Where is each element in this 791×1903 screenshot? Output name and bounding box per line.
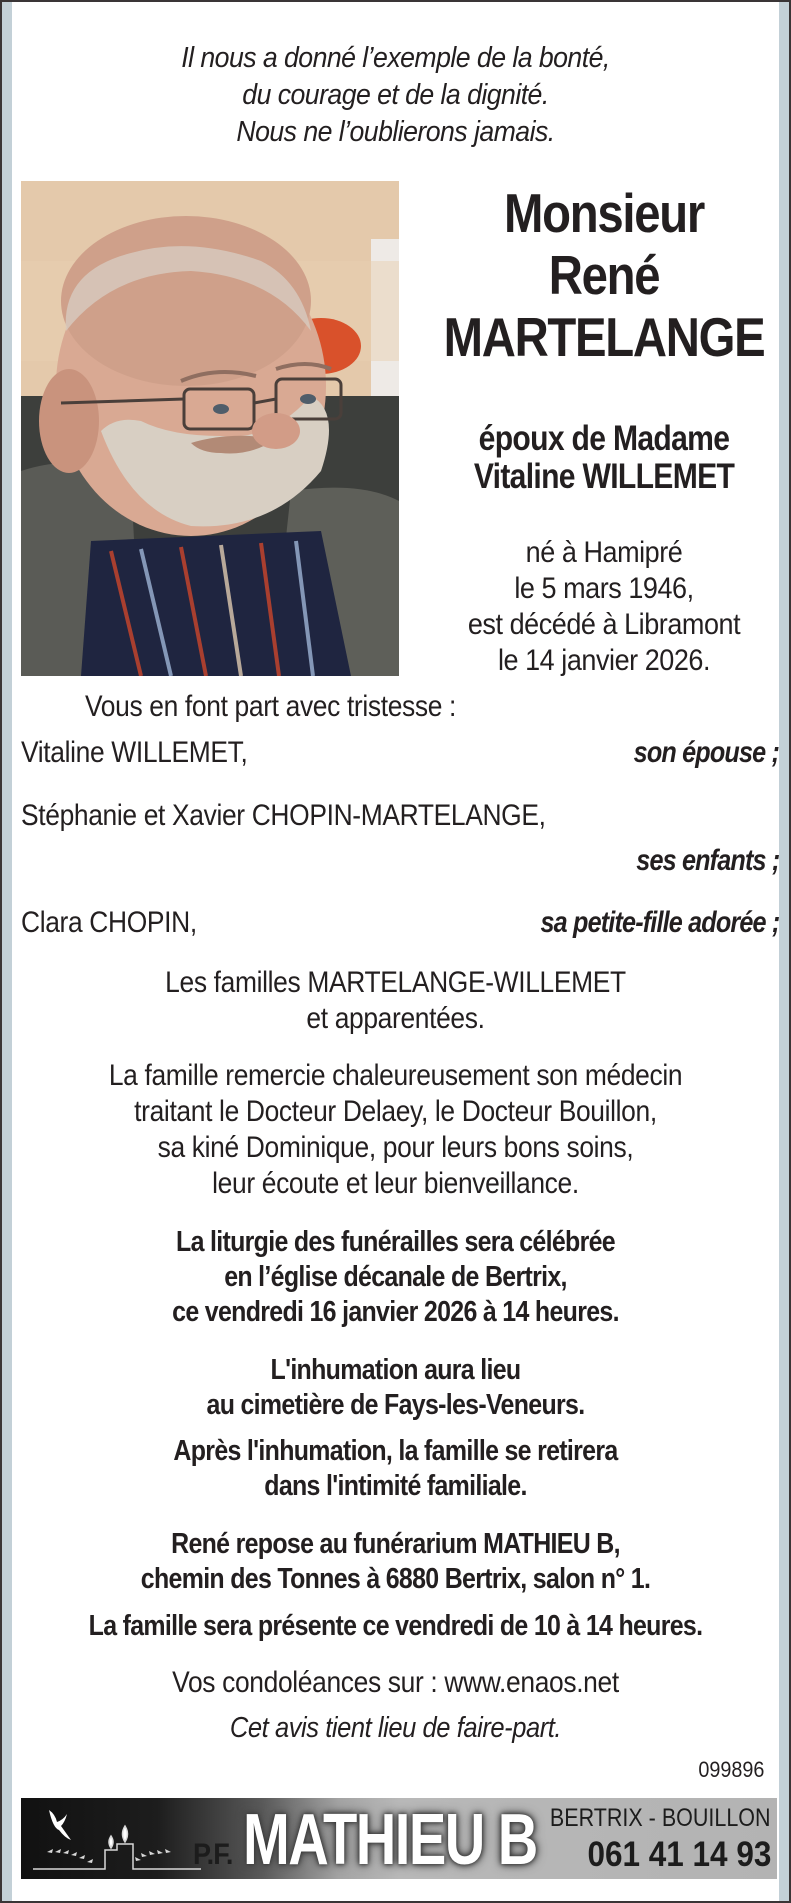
laurel-icon xyxy=(47,1849,171,1863)
extended-family-line: et apparentées. xyxy=(306,1002,485,1035)
after-burial-line: dans l'intimité familiale. xyxy=(264,1470,527,1502)
family-member xyxy=(21,903,779,943)
visiting-line: La famille sera présente ce vendredi de 10 à 14 heures. xyxy=(88,1610,703,1642)
funerarium-info xyxy=(12,1527,779,1597)
thanks-message xyxy=(12,1058,779,1202)
thanks-line: leur écoute et leur bienveillance. xyxy=(212,1167,579,1200)
family-member xyxy=(21,733,779,773)
thanks-line: sa kiné Dominique, pour leurs bons soins, xyxy=(157,1131,634,1164)
death-date: le 14 janvier 2026. xyxy=(497,644,711,677)
extended-family xyxy=(12,965,779,1037)
death-place: est décédé à Libramont xyxy=(467,608,741,641)
notice-disclaimer xyxy=(12,1710,779,1746)
burial-info xyxy=(12,1353,779,1423)
candles-icon xyxy=(33,1826,201,1869)
banner-prefix: P.F. xyxy=(193,1838,233,1871)
banner-phone[interactable]: 061 41 14 93 xyxy=(587,1835,771,1874)
banner-cities: BERTRIX - BOUILLON xyxy=(550,1804,771,1832)
burial-line: L'inhumation aura lieu xyxy=(270,1354,521,1386)
spouse-name: Vitaline WILLEMET xyxy=(473,457,735,496)
funeral-home-banner xyxy=(21,1798,777,1879)
family-member-name: Stéphanie et Xavier CHOPIN-MARTELANGE, xyxy=(21,799,546,832)
epigraph-line: Nous ne l’oublierons jamais. xyxy=(236,116,555,148)
family-member-name: Vitaline WILLEMET, xyxy=(21,736,248,769)
after-burial-info xyxy=(12,1434,779,1504)
family-member-relation-row xyxy=(21,841,779,881)
after-burial-line: Après l'inhumation, la famille se retirera xyxy=(173,1435,618,1467)
spouse-info xyxy=(409,420,791,496)
epigraph-line: du courage et de la dignité. xyxy=(242,79,549,111)
epigraph xyxy=(43,40,749,151)
liturgy-line: en l’église décanale de Bertrix, xyxy=(224,1261,567,1293)
funerarium-line: René repose au funérarium MATHIEU B, xyxy=(171,1528,620,1560)
banner-brand-name: MATHIEU B xyxy=(243,1800,537,1879)
liturgy-info xyxy=(12,1225,779,1330)
deceased-first-name: René xyxy=(548,244,660,306)
deceased-name xyxy=(409,182,791,368)
notice-disclaimer-text: Cet avis tient lieu de faire-part. xyxy=(229,1712,562,1744)
birth-place: né à Hamipré xyxy=(525,536,683,569)
dove-icon xyxy=(49,1810,71,1840)
liturgy-line: La liturgie des funérailles sera célébrée xyxy=(176,1226,615,1258)
obituary-notice xyxy=(12,2,779,1901)
condolences-label: Vos condoléances sur : xyxy=(172,1666,445,1699)
birth-date: le 5 mars 1946, xyxy=(514,572,694,605)
burial-line: au cimetière de Fays-les-Veneurs. xyxy=(206,1389,585,1421)
reference-number: 099896 xyxy=(697,1757,764,1782)
spouse-line: époux de Madame xyxy=(478,419,730,458)
portrait-illustration xyxy=(21,181,399,676)
family-member xyxy=(21,796,779,836)
family-intro: Vous en font part avec tristesse : xyxy=(85,690,457,723)
condolences-link[interactable]: www.enaos.net xyxy=(444,1666,619,1699)
funeral-home-logo xyxy=(21,1798,221,1879)
life-dates xyxy=(409,535,791,679)
extended-family-line: Les familles MARTELANGE-WILLEMET xyxy=(165,966,626,999)
thanks-line: traitant le Docteur Delaey, le Docteur Bouillon, xyxy=(134,1095,657,1128)
visiting-hours xyxy=(12,1609,779,1644)
funerarium-line: chemin des Tonnes à 6880 Bertrix, salon n° 1. xyxy=(140,1563,651,1595)
family-member-name: Clara CHOPIN, xyxy=(21,906,197,939)
epigraph-line: Il nous a donné l’exemple de la bonté, xyxy=(181,42,610,74)
portrait-photo xyxy=(21,181,399,676)
family-member-relation: ses enfants ; xyxy=(635,844,779,877)
family-member-relation: son épouse ; xyxy=(633,736,779,769)
liturgy-line: ce vendredi 16 janvier 2026 à 14 heures. xyxy=(172,1296,619,1328)
deceased-last-name: MARTELANGE xyxy=(443,306,765,368)
family-member-relation: sa petite-fille adorée ; xyxy=(540,906,779,939)
deceased-title: Monsieur xyxy=(504,182,704,244)
condolences-line xyxy=(12,1665,779,1701)
thanks-line: La famille remercie chaleureusement son médecin xyxy=(108,1059,683,1092)
